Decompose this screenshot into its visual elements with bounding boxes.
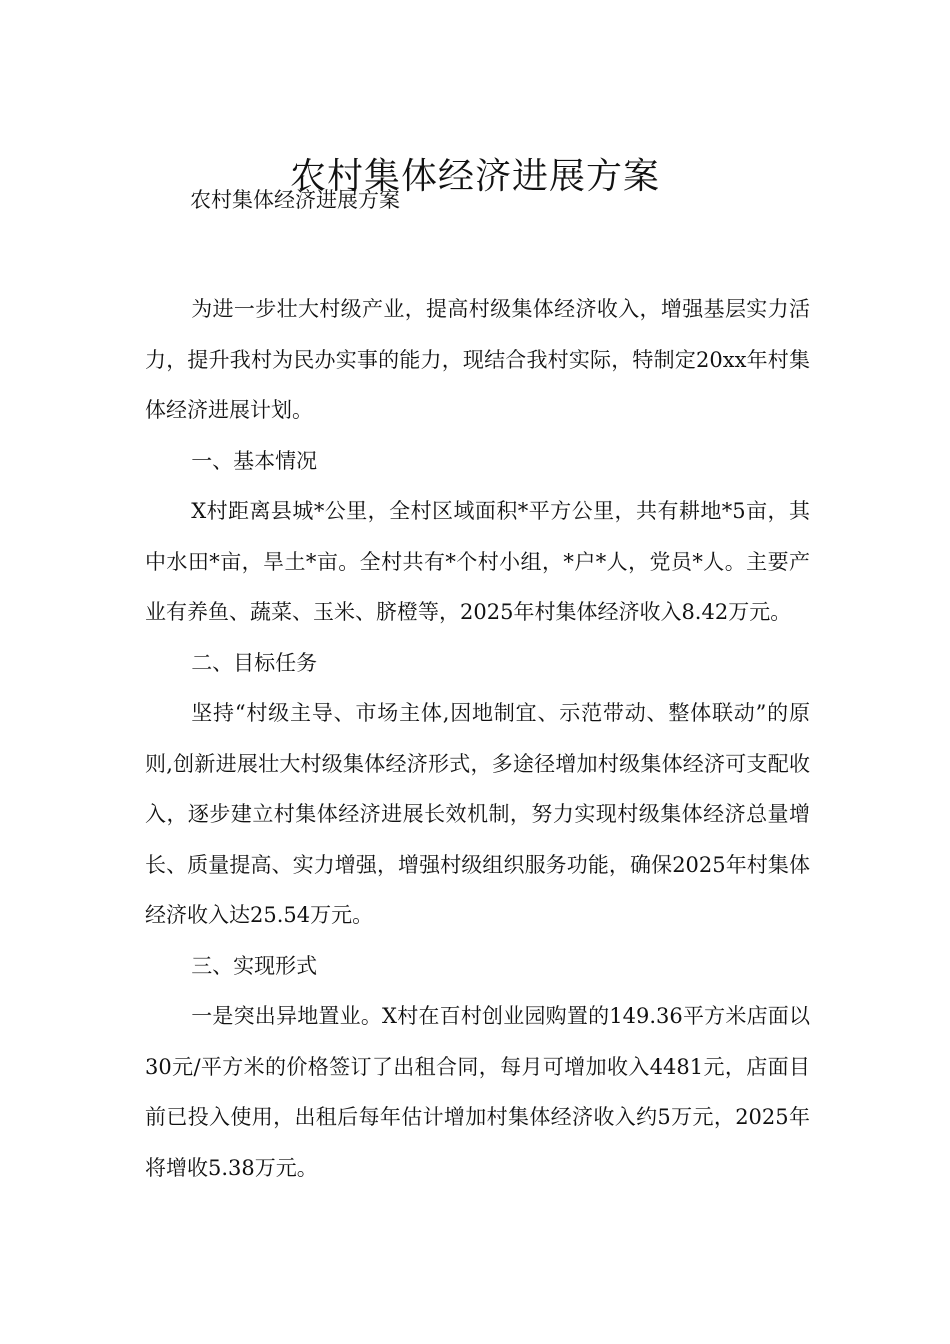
intro-paragraph: 为进一步壮大村级产业，提高村级集体经济收入，增强基层实力活力，提升我村为民办实事的能力，现结合我村实际，特制定20xx年村集体经济进展计划。	[145, 297, 810, 422]
section-heading-implementation: 三、实现形式	[191, 953, 318, 978]
document-title: 农村集体经济进展方案	[289, 156, 660, 198]
section-heading-basic-situation: 一、基本情况	[191, 448, 318, 473]
goals-paragraph: 坚持“村级主导、市场主体,因地制宜、示范带动、整体联动”的原则,创新进展壮大村级集体经济形式，多途径增加村级集体经济可支配收入，逐步建立村集体经济进展长效机制，努力实现村级集体经济总量增长、质量提高、实力增强，增强村级组织服务功能，确保2025年村集体经济收入达25.54万元。	[145, 701, 810, 927]
document-body	[145, 284, 810, 1193]
document-subtitle: 农村集体经济进展方案	[190, 188, 400, 212]
basic-situation-paragraph: X村距离县城*公里，全村区域面积*平方公里，共有耕地*5亩，其中水田*亩，旱土*亩。全村共有*个村小组，*户*人，党员*人。主要产业有养鱼、蔬菜、玉米、脐橙等，2025年村集体经济收入8.42万元。	[145, 499, 810, 624]
section-heading-goals: 二、目标任务	[191, 650, 318, 675]
implementation-paragraph: 一是突出异地置业。X村在百村创业园购置的149.36平方米店面以30元/平方米的价格签订了出租合同，每月可增加收入4481元，店面目前已投入使用，出租后每年估计增加村集体经济收入约5万元，2025年将增收5.38万元。	[145, 1004, 810, 1180]
